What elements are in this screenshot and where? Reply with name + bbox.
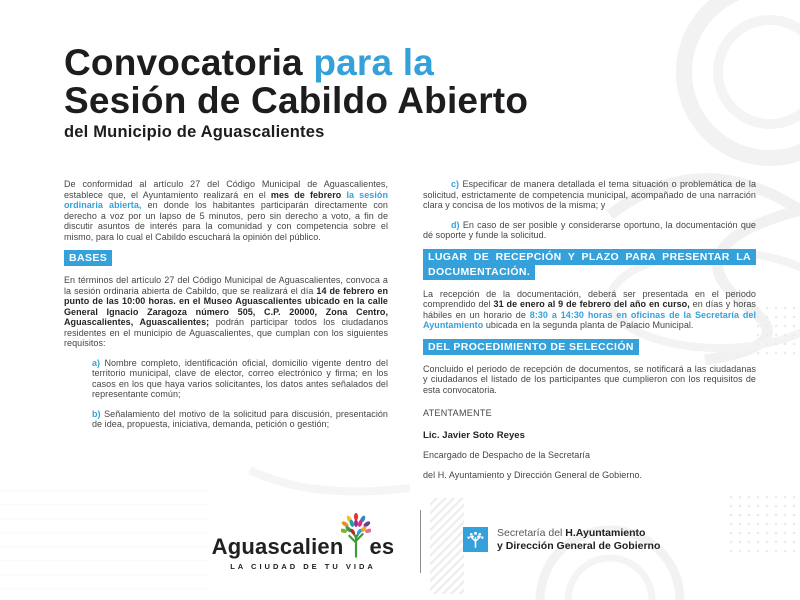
intro-paragraph: De conformidad al artículo 27 del Código Municipal de Aguascalientes, establece que, el Ayuntamiento realizará en el mes de febrero la sesión ordinaria abierta, en donde los habitantes participarán directamente con derecho a voz por un lapso de 5 minutos, pero sin derecho a voto, a fin de discutir asuntos de interés para la comunidad y con competencia sobre el mismo, para lo cual el Cabildo escuchará la opinión del público. <box>64 179 388 242</box>
secretary-line1-bold: H.Ayuntamiento <box>565 527 646 539</box>
city-wordmark-pre: Aguascalien <box>211 534 344 559</box>
footer-divider <box>420 510 421 573</box>
reception-paragraph: La recepción de la documentación, deberá ser presentada en el periodo comprendido del 31 de enero al 9 de febrero del año en curso, en días y horas hábiles en un horario de 8:30 a 14:30 horas en oficinas de la Secretaría del Ayuntamiento ubicada en la segunda planta de Palacio Municipal. <box>423 288 757 331</box>
secretary-line1 <box>497 527 660 540</box>
white-tree-on-blue-square-icon <box>463 527 488 552</box>
city-wordmark <box>202 511 404 560</box>
poster-title <box>64 44 528 141</box>
requirement-item-a: a) Nombre completo, identificación oficial, domicilio vigente dentro del territorio municipal, clave de elector, correo electrónico y firma; en los casos en los que haya varios solicitantes, los datos antes señalados del representante común; <box>92 357 388 400</box>
selection-paragraph: Concluido el periodo de recepción de documentos, se notificará a las ciudadanas y ciudadanos el listado de los participantes que cumplieron con los requisitos de esta convocatoria. <box>423 363 756 395</box>
signature-role-line1: Encargado de Despacho de la Secretaría <box>423 449 591 460</box>
requirement-item-d: d) En caso de ser posible y considerarse oportuno, la documentación que dé soporte y funde la solicitud. <box>423 219 756 241</box>
secretary-logo <box>463 527 660 552</box>
multicolor-tree-icon <box>341 511 371 559</box>
left-column <box>64 179 388 439</box>
title-line1-blue: para la <box>313 42 435 83</box>
title-line2: Sesión de Cabildo Abierto <box>64 79 529 121</box>
selection-header <box>423 340 756 355</box>
bases-paragraph: En términos del artículo 27 del Código Municipal de Aguascalientes, convoca a la sesión ordinaria abierta de Cabildo, que se realizará el día 14 de febrero en punto de las 10:00 horas. en el Museo Aguascalientes ubicado en la calle General Ignacio Zaragoza número 505, C.P. 20000, Zona Centro, Aguascalientes, Aguascalientes; podrán participar todos los ciudadanos residentes en el municipio de Aguascalientes, que cumplan con los siguientes requisitos: <box>64 275 388 349</box>
title-line1 <box>64 44 528 82</box>
city-tagline: LA CIUDAD DE TU VIDA <box>230 562 376 571</box>
title-line3: del Municipio de Aguascalientes <box>64 123 325 142</box>
bases-header-label: BASES <box>64 250 112 266</box>
aguascalientes-city-logo <box>202 511 404 571</box>
requirement-item-c: c) Especificar de manera detallada el tema situación o problemática de la solicitud, estrictamente de competencia municipal, acompañado de una narración clara y concisa de los motivos de la misma; y <box>423 179 756 211</box>
selection-header-label: DEL PROCEDIMIENTO DE SELECCIÓN <box>423 339 639 355</box>
right-column <box>423 179 756 490</box>
title-line1-black: Convocatoria <box>64 42 314 83</box>
reception-header <box>423 250 756 280</box>
secretary-text <box>497 527 660 552</box>
signature-name: Lic. Javier Soto Reyes <box>423 429 525 441</box>
bases-header <box>64 251 388 266</box>
secretary-line1-regular: Secretaría del <box>497 527 566 539</box>
secretary-line2: y Dirección General de Gobierno <box>497 539 661 552</box>
requirement-item-b: b) Señalamiento del motivo de la solicitud para discusión, presentación de idea, propuesta, iniciativa, demanda, petición o gestión; <box>92 408 388 430</box>
reception-header-label: LUGAR DE RECEPCIÓN Y PLAZO PARA PRESENTAR LA DOCUMENTACIÓN. <box>423 249 756 280</box>
signature-role-line2: del H. Ayuntamiento y Dirección General de Gobierno. <box>423 470 643 481</box>
atentamente-label: ATENTAMENTE <box>423 408 492 419</box>
city-wordmark-post: es <box>369 534 395 559</box>
